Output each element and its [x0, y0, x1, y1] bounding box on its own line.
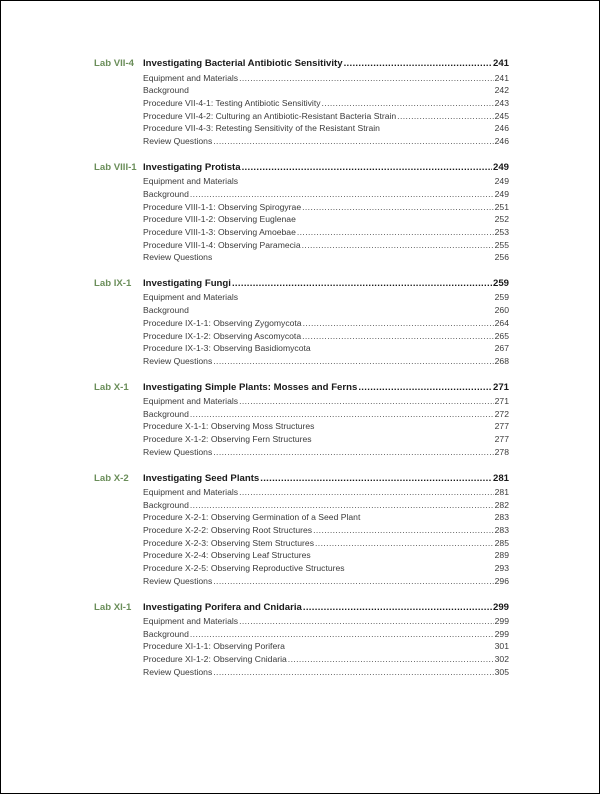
entry-page-number: 245 [494, 110, 509, 121]
entry-title: Procedure VIII-1-1: Observing Spirogyrae [143, 201, 302, 212]
toc-entry[interactable] [1, 188, 599, 201]
entry-page-number: 253 [494, 226, 509, 237]
entry-page-number: 278 [494, 446, 509, 457]
entry-title: Equipment and Materials [143, 176, 239, 187]
entry-title: Procedure VIII-1-3: Observing Amoebae [143, 226, 296, 237]
lab-section [1, 472, 599, 588]
toc-entry[interactable] [1, 317, 599, 330]
lab-title-line [143, 57, 509, 71]
entry-page-number: 272 [494, 408, 509, 419]
entry-line [143, 97, 509, 110]
entry-title: Procedure X-1-1: Observing Moss Structures [143, 421, 315, 432]
entry-title: Review Questions [143, 575, 213, 586]
entry-line [143, 486, 509, 499]
lab-heading[interactable] [1, 381, 599, 395]
entry-title: Equipment and Materials [143, 396, 239, 407]
toc-entry[interactable] [1, 330, 599, 343]
dot-leader [344, 57, 492, 67]
dot-leader [288, 653, 494, 662]
entry-line [143, 110, 509, 123]
lab-title: Investigating Simple Plants: Mosses and Ferns [143, 381, 358, 393]
entry-page-number: 289 [494, 550, 509, 561]
entry-page-number: 249 [494, 176, 509, 187]
lab-heading[interactable] [1, 472, 599, 486]
dot-leader [313, 434, 494, 443]
toc-entry[interactable] [1, 486, 599, 499]
dot-leader [297, 214, 494, 223]
entry-page-number: 268 [494, 355, 509, 366]
entry-line [143, 537, 509, 550]
dot-leader [358, 381, 492, 391]
entry-page-number: 256 [494, 252, 509, 263]
entry-line [143, 408, 509, 421]
entry-title: Equipment and Materials [143, 72, 239, 83]
entry-title: Procedure X-2-3: Observing Stem Structures [143, 537, 314, 548]
entry-page-number: 246 [494, 135, 509, 146]
dot-leader [315, 537, 494, 546]
dot-leader [303, 317, 494, 326]
toc-entry[interactable] [1, 640, 599, 653]
toc-entry[interactable] [1, 433, 599, 446]
entry-page-number: 246 [494, 123, 509, 134]
dot-leader [303, 601, 492, 611]
entry-page-number: 252 [494, 214, 509, 225]
lab-title-line [143, 381, 509, 395]
toc-entry[interactable] [1, 239, 599, 252]
entry-line [143, 628, 509, 641]
dot-leader [313, 524, 494, 533]
dot-leader [302, 330, 494, 339]
entry-line [143, 666, 509, 679]
entry-title: Procedure XI-1-1: Observing Porifera [143, 641, 285, 652]
entry-page-number: 267 [494, 343, 509, 354]
entry-page-number: 283 [494, 525, 509, 536]
dot-leader [190, 499, 494, 508]
dot-leader [381, 123, 494, 132]
lab-title: Investigating Bacterial Antibiotic Sensitivity [143, 58, 343, 69]
entry-title: Procedure X-2-5: Observing Reproductive Structures [143, 563, 345, 574]
toc-entry[interactable] [1, 575, 599, 588]
lab-title: Investigating Seed Plants [143, 472, 260, 484]
entry-page-number: 241 [494, 72, 509, 83]
dot-leader [213, 666, 493, 675]
entry-line [143, 239, 509, 252]
lab-title-line [143, 277, 509, 291]
lab-heading[interactable] [1, 57, 599, 71]
entry-page-number: 281 [494, 487, 509, 497]
entry-title: Background [143, 305, 189, 316]
entry-title: Procedure VII-4-2: Culturing an Antibiotic-Resistant Bacteria Strain [143, 110, 397, 121]
toc-entry[interactable] [1, 135, 599, 148]
entry-page-number: 296 [494, 575, 509, 586]
dot-leader [312, 550, 494, 559]
lab-section [1, 277, 599, 368]
dot-leader [239, 615, 494, 624]
entry-line [143, 653, 509, 666]
entry-line [143, 511, 509, 524]
entry-title: Procedure IX-1-3: Observing Basidiomycota [143, 343, 311, 354]
toc-entry[interactable] [1, 201, 599, 214]
toc-entry[interactable] [1, 511, 599, 524]
lab-number: Lab X-2 [94, 472, 129, 484]
entry-page-number: 251 [494, 201, 509, 212]
toc-entry[interactable] [1, 355, 599, 368]
entry-line [143, 213, 509, 226]
entry-line [143, 640, 509, 653]
entry-page-number: 282 [494, 499, 509, 510]
toc-entry[interactable] [1, 499, 599, 512]
entry-line [143, 72, 509, 85]
lab-title: Investigating Fungi [143, 277, 231, 289]
toc-entry[interactable] [1, 653, 599, 666]
entry-title: Procedure XI-1-2: Observing Cnidaria [143, 654, 287, 665]
dot-leader [239, 395, 494, 404]
entry-line [143, 304, 509, 317]
dot-leader [260, 472, 492, 482]
lab-number: Lab VIII-1 [94, 161, 137, 173]
entry-page-number: 283 [494, 512, 509, 523]
entry-page-number: 277 [494, 421, 509, 432]
dot-leader [213, 252, 493, 261]
toc-entry[interactable] [1, 72, 599, 85]
entry-title: Review Questions [143, 446, 213, 457]
entry-page-number: 260 [494, 305, 509, 316]
entry-line [143, 122, 509, 135]
table-of-contents [1, 57, 599, 691]
entry-line [143, 549, 509, 562]
entry-title: Background [143, 499, 189, 510]
toc-entry[interactable] [1, 97, 599, 110]
entry-line [143, 575, 509, 588]
lab-page-number: 271 [492, 381, 509, 393]
dot-leader [239, 176, 494, 185]
entry-title: Equipment and Materials [143, 616, 239, 626]
entry-page-number: 302 [494, 654, 509, 665]
dot-leader [190, 408, 494, 417]
entry-page-number: 293 [494, 563, 509, 574]
dot-leader [239, 292, 494, 301]
dot-leader [242, 161, 492, 171]
lab-page-number: 241 [492, 58, 509, 69]
lab-title-line [143, 161, 509, 175]
entry-line [143, 188, 509, 201]
entry-line [143, 562, 509, 575]
entry-page-number: 277 [494, 434, 509, 445]
lab-heading[interactable] [1, 601, 599, 615]
lab-number: Lab X-1 [94, 381, 129, 393]
entry-page-number: 301 [494, 641, 509, 652]
entry-line [143, 226, 509, 239]
entry-line [143, 420, 509, 433]
dot-leader [346, 563, 494, 572]
toc-entry[interactable] [1, 291, 599, 304]
dot-leader [297, 226, 494, 235]
entry-page-number: 299 [494, 616, 509, 626]
entry-title: Equipment and Materials [143, 487, 239, 497]
entry-title: Review Questions [143, 135, 213, 146]
entry-line [143, 135, 509, 148]
toc-entry[interactable] [1, 562, 599, 575]
toc-entry[interactable] [1, 175, 599, 188]
lab-title: Investigating Protista [143, 161, 241, 173]
toc-entry[interactable] [1, 537, 599, 550]
entry-title: Procedure X-2-4: Observing Leaf Structures [143, 550, 311, 561]
entry-page-number: 255 [494, 239, 509, 250]
lab-section [1, 601, 599, 679]
dot-leader [213, 135, 493, 144]
lab-page-number: 259 [492, 277, 509, 289]
entry-title: Procedure X-2-1: Observing Germination of a Seed Plant [143, 512, 361, 523]
entry-page-number: 264 [494, 317, 509, 328]
entry-title: Procedure VIII-1-2: Observing Euglenae [143, 214, 296, 225]
lab-number: Lab XI-1 [94, 601, 132, 613]
dot-leader [315, 421, 493, 430]
entry-line [143, 395, 509, 408]
entry-line [143, 499, 509, 512]
lab-section [1, 381, 599, 459]
toc-entry[interactable] [1, 615, 599, 628]
dot-leader [190, 628, 494, 637]
entry-line [143, 251, 509, 264]
lab-title-line [143, 472, 509, 486]
entry-line [143, 201, 509, 214]
entry-title: Procedure VII-4-1: Testing Antibiotic Sensitivity [143, 97, 321, 108]
dot-leader [239, 486, 494, 495]
dot-leader [286, 641, 494, 650]
entry-title: Procedure VII-4-3: Retesting Sensitivity of the Resistant Strain [143, 123, 380, 134]
toc-entry[interactable] [1, 524, 599, 537]
toc-entry[interactable] [1, 110, 599, 123]
dot-leader [302, 201, 494, 210]
dot-leader [213, 575, 493, 584]
entry-title: Background [143, 85, 189, 96]
entry-title: Review Questions [143, 252, 213, 263]
entry-title: Review Questions [143, 355, 213, 366]
entry-page-number: 243 [494, 97, 509, 108]
dot-leader [213, 446, 493, 455]
toc-entry[interactable] [1, 395, 599, 408]
toc-entry[interactable] [1, 226, 599, 239]
dot-leader [361, 512, 493, 521]
toc-entry[interactable] [1, 666, 599, 679]
entry-line [143, 342, 509, 355]
lab-heading[interactable] [1, 277, 599, 291]
dot-leader [302, 239, 494, 248]
toc-entry[interactable] [1, 342, 599, 355]
entry-page-number: 259 [494, 292, 509, 303]
lab-page-number: 249 [492, 161, 509, 173]
dot-leader [397, 110, 493, 119]
entry-title: Background [143, 188, 189, 199]
dot-leader [190, 305, 494, 314]
entry-title: Background [143, 628, 189, 639]
dot-leader [322, 97, 494, 106]
entry-page-number: 265 [494, 330, 509, 341]
entry-line [143, 355, 509, 368]
entry-line [143, 524, 509, 537]
lab-number: Lab IX-1 [94, 277, 132, 289]
entry-title: Procedure X-2-2: Observing Root Structures [143, 525, 313, 536]
entry-line [143, 317, 509, 330]
lab-page-number: 281 [492, 472, 509, 484]
entry-page-number: 305 [494, 666, 509, 677]
toc-entry[interactable] [1, 549, 599, 562]
lab-section [1, 57, 599, 148]
lab-page-number: 299 [492, 601, 509, 613]
lab-title-line [143, 601, 509, 615]
entry-line [143, 615, 509, 628]
entry-line [143, 291, 509, 304]
entry-title: Procedure X-1-2: Observing Fern Structures [143, 434, 312, 445]
dot-leader [312, 343, 494, 352]
lab-section [1, 161, 599, 264]
toc-entry[interactable] [1, 446, 599, 459]
entry-title: Procedure IX-1-1: Observing Zygomycota [143, 317, 302, 328]
entry-title: Procedure VIII-1-4: Observing Paramecia [143, 239, 301, 250]
toc-entry[interactable] [1, 304, 599, 317]
lab-title: Investigating Porifera and Cnidaria [143, 601, 302, 613]
entry-line [143, 446, 509, 459]
dot-leader [232, 277, 492, 287]
entry-line [143, 330, 509, 343]
lab-heading[interactable] [1, 161, 599, 175]
toc-entry[interactable] [1, 213, 599, 226]
lab-number: Lab VII-4 [94, 58, 134, 69]
entry-line [143, 84, 509, 97]
dot-leader [190, 188, 494, 197]
toc-entry[interactable] [1, 628, 599, 641]
dot-leader [190, 85, 494, 94]
toc-entry[interactable] [1, 122, 599, 135]
dot-leader [239, 72, 494, 81]
entry-page-number: 242 [494, 85, 509, 96]
entry-page-number: 271 [494, 396, 509, 407]
entry-line [143, 433, 509, 446]
toc-entry[interactable] [1, 408, 599, 421]
entry-title: Background [143, 408, 189, 419]
toc-entry[interactable] [1, 420, 599, 433]
toc-entry[interactable] [1, 84, 599, 97]
entry-line [143, 175, 509, 188]
toc-entry[interactable] [1, 251, 599, 264]
dot-leader [213, 355, 493, 364]
entry-title: Equipment and Materials [143, 292, 239, 303]
entry-title: Review Questions [143, 666, 213, 677]
entry-page-number: 249 [494, 188, 509, 199]
entry-page-number: 299 [494, 628, 509, 639]
entry-title: Procedure IX-1-2: Observing Ascomycota [143, 330, 302, 341]
entry-page-number: 285 [494, 537, 509, 548]
